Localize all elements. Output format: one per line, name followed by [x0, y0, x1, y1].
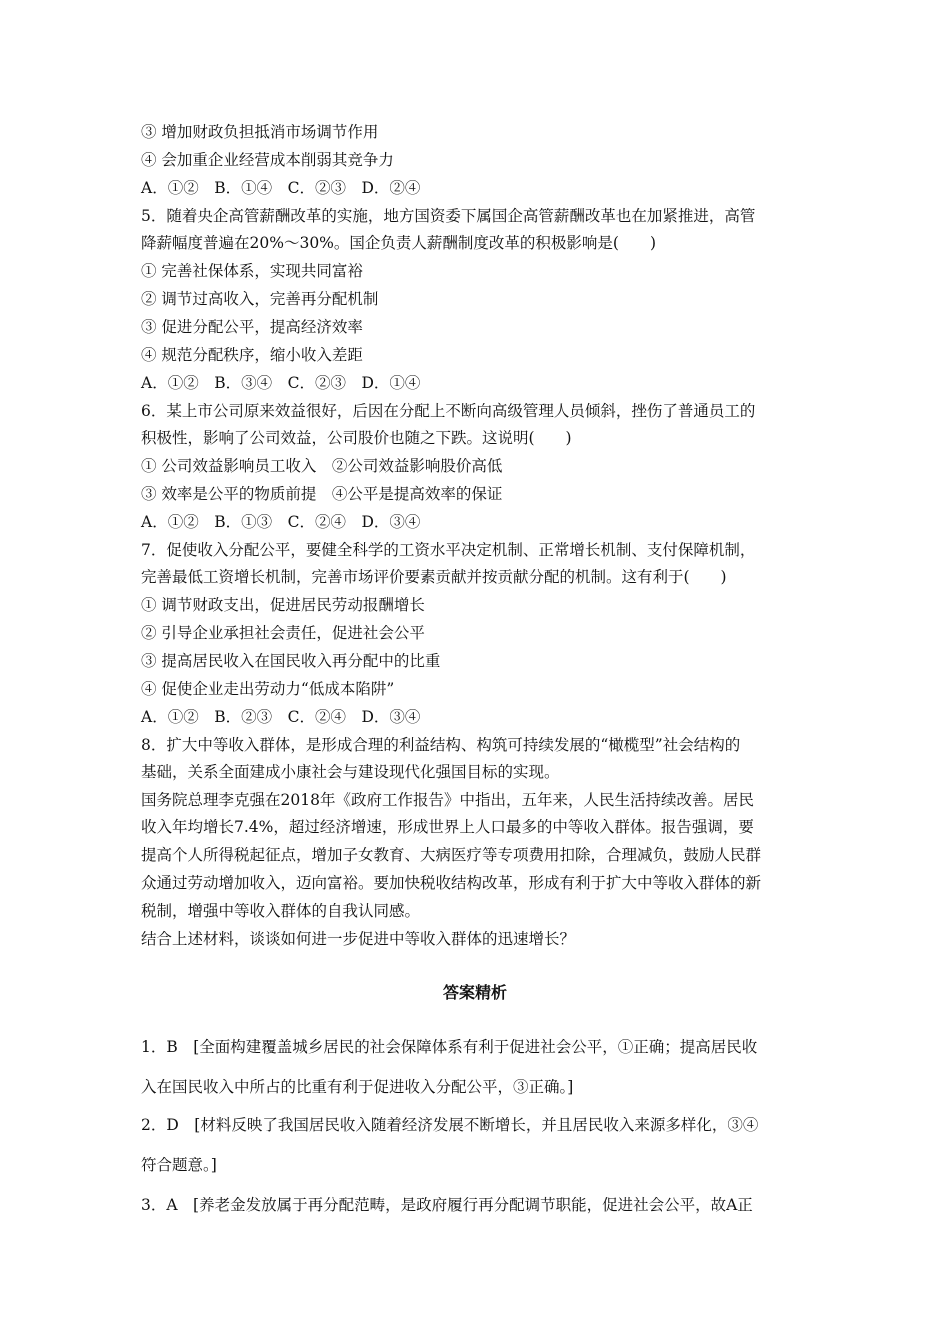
answer-heading: 答案精析	[442, 983, 507, 1002]
q7-option-3: ③ 提高居民收入在国民收入再分配中的比重	[141, 652, 441, 670]
question-7-line-2: 完善最低工资增长机制，完善市场评价要素贡献并按贡献分配的机制。这有利于( )	[141, 568, 727, 586]
q5-option-2: ② 调节过高收入，完善再分配机制	[141, 290, 379, 308]
choices-q7: A．①② B．②③ C．②④ D．③④	[141, 708, 421, 726]
question-6-line-1: 6．某上市公司原来效益很好，后因在分配上不断向高级管理人员倾斜，挫伤了普通员工的	[141, 402, 756, 420]
q7-option-2: ② 引导企业承担社会责任，促进社会公平	[141, 624, 425, 642]
question-6-line-2: 积极性，影响了公司效益，公司股价也随之下跌。这说明( )	[141, 429, 572, 447]
answer-1-line-2: 入在国民收入中所占的比重有利于促进收入分配公平，③正确。]	[141, 1078, 574, 1096]
answer-2-line-1: 2．D [材料反映了我国居民收入随着经济发展不断增长，并且居民收入来源多样化，③④	[141, 1116, 759, 1134]
q7-option-1: ① 调节财政支出，促进居民劳动报酬增长	[141, 596, 425, 614]
answer-2-line-2: 符合题意。]	[141, 1156, 217, 1174]
material-line-5: 税制，增强中等收入群体的自我认同感。	[141, 902, 421, 920]
q5-option-1: ① 完善社保体系，实现共同富裕	[141, 262, 363, 280]
q5-option-4: ④ 规范分配秩序，缩小收入差距	[141, 346, 363, 364]
question-7-line-1: 7．促使收入分配公平，要健全科学的工资水平决定机制、正常增长机制、支付保障机制，	[141, 541, 756, 559]
question-8-prompt: 结合上述材料，谈谈如何进一步促进中等收入群体的迅速增长？	[141, 930, 576, 948]
option-line-4: ④ 会加重企业经营成本削弱其竞争力	[141, 151, 394, 169]
material-line-2: 收入年均增长7.4%，超过经济增速，形成世界上人口最多的中等收入群体。报告强调，要	[141, 818, 754, 836]
material-line-3: 提高个人所得税起征点，增加子女教育、大病医疗等专项费用扣除，合理减负，鼓励人民群	[141, 846, 762, 864]
choices-q4: A．①② B．①④ C．②③ D．②④	[141, 179, 421, 197]
q6-options-1-2: ① 公司效益影响员工收入 ②公司效益影响股价高低	[141, 457, 503, 475]
question-5-line-1: 5．随着央企高管薪酬改革的实施，地方国资委下属国企高管薪酬改革也在加紧推进，高管	[141, 207, 756, 225]
option-line-3: ③ 增加财政负担抵消市场调节作用	[141, 123, 379, 141]
question-8-line-2: 基础，关系全面建成小康社会与建设现代化强国目标的实现。	[141, 763, 560, 781]
q6-options-3-4: ③ 效率是公平的物质前提 ④公平是提高效率的保证	[141, 485, 503, 503]
answer-1-line-1: 1．B [全面构建覆盖城乡居民的社会保障体系有利于促进社会公平，①正确；提高居民收	[141, 1038, 758, 1056]
material-line-1: 国务院总理李克强在2018年《政府工作报告》中指出，五年来，人民生活持续改善。居民	[141, 791, 754, 809]
material-line-4: 众通过劳动增加收入，迈向富裕。要加快税收结构改革，形成有利于扩大中等收入群体的新	[141, 874, 762, 892]
q5-option-3: ③ 促进分配公平，提高经济效率	[141, 318, 363, 336]
q7-option-4: ④ 促使企业走出劳动力“低成本陷阱”	[141, 680, 395, 698]
choices-q5: A．①② B．③④ C．②③ D．①④	[141, 374, 421, 392]
question-5-line-2: 降薪幅度普遍在20%～30%。国企负责人薪酬制度改革的积极影响是( )	[141, 234, 656, 252]
choices-q6: A．①② B．①③ C．②④ D．③④	[141, 513, 421, 531]
answer-3-line-1: 3．A [养老金发放属于再分配范畴，是政府履行再分配调节职能，促进社会公平，故A正	[141, 1196, 753, 1214]
question-8-line-1: 8．扩大中等收入群体，是形成合理的利益结构、构筑可持续发展的“橄榄型”社会结构的	[141, 736, 741, 754]
